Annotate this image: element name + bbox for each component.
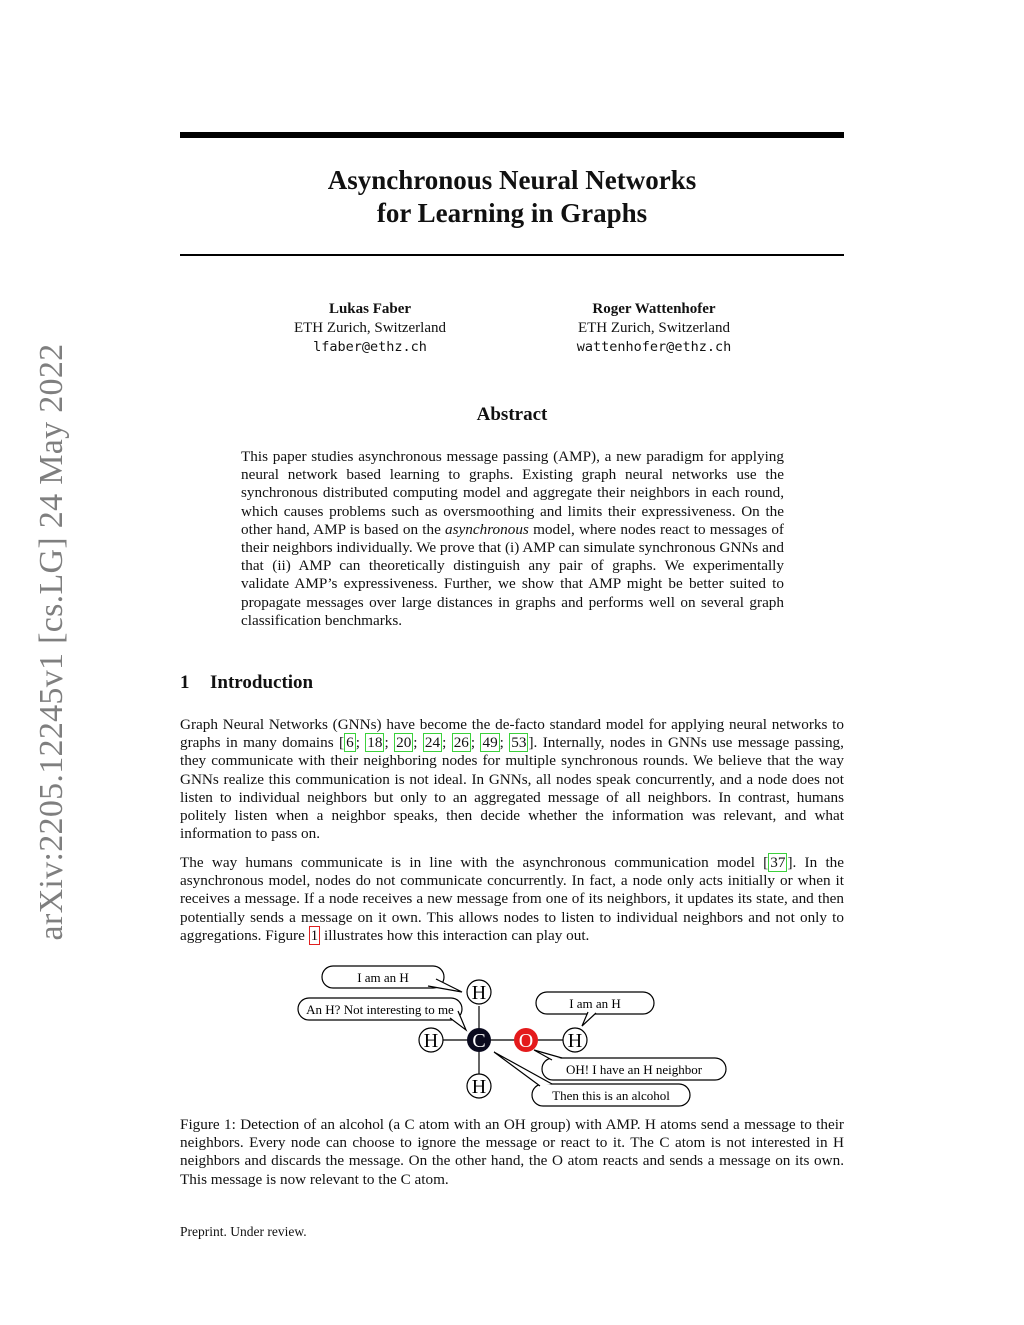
title-line-1: Asynchronous Neural Networks — [327, 165, 697, 195]
citation-link[interactable]: 24 — [424, 734, 441, 752]
section-heading — [180, 672, 313, 694]
figure-1-caption: Figure 1: Detection of an alcohol (a C atom with an OH group) with AMP. H atoms send a message to their neighbors. Every node can choose to ignore the message or react to it. The C atom is not interested in H neighbors and discards the message. On the other hand, the O atom reacts and sends a message on its own. This message is now relevant to the C atom. — [180, 1116, 844, 1188]
author-block-2 — [524, 300, 784, 357]
bubble-3-text: I am an H — [569, 996, 621, 1011]
paper-title — [180, 164, 844, 230]
title-line-2: for Learning in Graphs — [376, 198, 648, 228]
atom-label-o: O — [518, 1030, 534, 1052]
citation-link[interactable]: 53 — [511, 734, 527, 752]
abstract-heading: Abstract — [476, 404, 548, 425]
page-footer: Preprint. Under review. — [180, 1224, 307, 1239]
author-email[interactable]: lfaber@ethz.ch — [313, 339, 427, 355]
intro-paragraph-1: Graph Neural Networks (GNNs) have become the de-facto standard model for applying neural networks to graphs in many domains [ 6 ; 18 ; 20 ; 24 ; 26 ; 49 ; 53 ]. Internally, nodes in GNNs use message passing, they communicate with their neighboring nodes for multiple synchronous rounds. We believe that the way GNNs realize this communication is not ideal. In GNNs, all nodes speak concurrently, and a node does not listen to individual neighbors but only to an aggregated message of all neighbors. In contrast, humans politely listen when a neighbor speaks, then decide whether the information was relevant, and what information to pass on. — [180, 716, 844, 843]
section-number: 1 — [180, 672, 190, 693]
citation-link[interactable]: 37 — [770, 854, 786, 871]
citation-link[interactable]: 49 — [482, 734, 498, 752]
citation-link[interactable]: 26 — [453, 734, 469, 752]
para2-text-before: The way humans communicate is in line with the asynchronous communication model [ — [180, 854, 769, 871]
arxiv-stamp: arXiv:2205.12245v1 [cs.LG] 24 May 2022 — [33, 343, 70, 941]
figure-1-diagram — [290, 962, 740, 1112]
author-email[interactable]: wattenhofer@ethz.ch — [576, 339, 732, 355]
intro-paragraph-2 — [180, 854, 844, 945]
para1-text-before: Graph Neural Networks (GNNs) have become the de-facto standard model for applying neural networks to graphs in many domains [ — [180, 716, 844, 752]
author-affiliation: ETH Zurich, Switzerland — [577, 320, 731, 336]
figure-reference-link[interactable]: 1 — [310, 926, 319, 944]
atom-label-h-right: H — [567, 1030, 583, 1052]
para1-text-after: ]. Internally, nodes in GNNs use message passing, they communicate with their neighboring nodes for multiple synchronous rounds. We believe that the way GNNs realize this communication is not ideal. In GNNs, all nodes speak concurrently, and a node does not listen to individual neighbors but only to an aggregated message of all neighbors. In contrast, humans politely listen when a neighbor speaks, then decide whether the information was relevant, and what information to pass on. — [180, 734, 844, 843]
bubble-5-text: Then this is an alcohol — [552, 1088, 670, 1103]
author-affiliation: ETH Zurich, Switzerland — [293, 320, 447, 336]
section-title: Introduction — [210, 672, 314, 693]
title-bottom-rule — [180, 254, 844, 256]
para2-text-middle: ]. In the asynchronous model, nodes do not communicate concurrently. In fact, a node only acts initially or when it receives a message. If a node receives a new message from one of its neighbors, it updates its state, and then potentially sends a message on it own. This allows nodes to listen to individual neighbors and not only to aggregations. Figure — [180, 854, 844, 944]
bubble-4-text: OH! I have an H neighbor — [565, 1062, 703, 1077]
title-top-rule — [180, 132, 844, 138]
citation-link[interactable]: 6 — [346, 734, 354, 752]
atom-label-c: C — [472, 1030, 486, 1052]
author-name: Lukas Faber — [328, 301, 412, 317]
citation-link[interactable]: 20 — [396, 734, 412, 752]
para2-text-after: illustrates how this interaction can play out. — [320, 926, 590, 944]
bubble-2-text: An H? Not interesting to me — [306, 1002, 454, 1017]
atom-label-h-bottom: H — [471, 1076, 487, 1098]
abstract-text-1: This paper studies asynchronous message passing (AMP), a new paradigm for applying neural network based learning to graphs. Existing graph neural networks use the synchronous distributed computing model and aggregate their neighbors in each round, which causes problems such as oversmoothing and limits their expressiveness. On the other hand, AMP is based on the — [241, 448, 784, 538]
abstract-body — [241, 448, 784, 630]
author-name: Roger Wattenhofer — [592, 301, 716, 317]
atom-label-h-top: H — [471, 982, 487, 1004]
abstract-emphasis: asynchronous — [445, 520, 529, 538]
atom-label-h-left: H — [423, 1030, 439, 1052]
citation-link[interactable]: 18 — [367, 734, 383, 752]
abstract-text-2: model, where nodes react to messages of their neighbors individually. We prove that (i) AMP can simulate synchronous GNNs and that (ii) AMP can theoretically distinguish any pair of graphs. We experimentally validate AMP’s expressiveness. Further, we show that AMP might be better suited to propagate messages over large distances in graphs and performs well on several graph classification benchmarks. — [241, 520, 784, 629]
author-block-1 — [240, 300, 500, 357]
bubble-1-text: I am an H — [357, 970, 409, 985]
